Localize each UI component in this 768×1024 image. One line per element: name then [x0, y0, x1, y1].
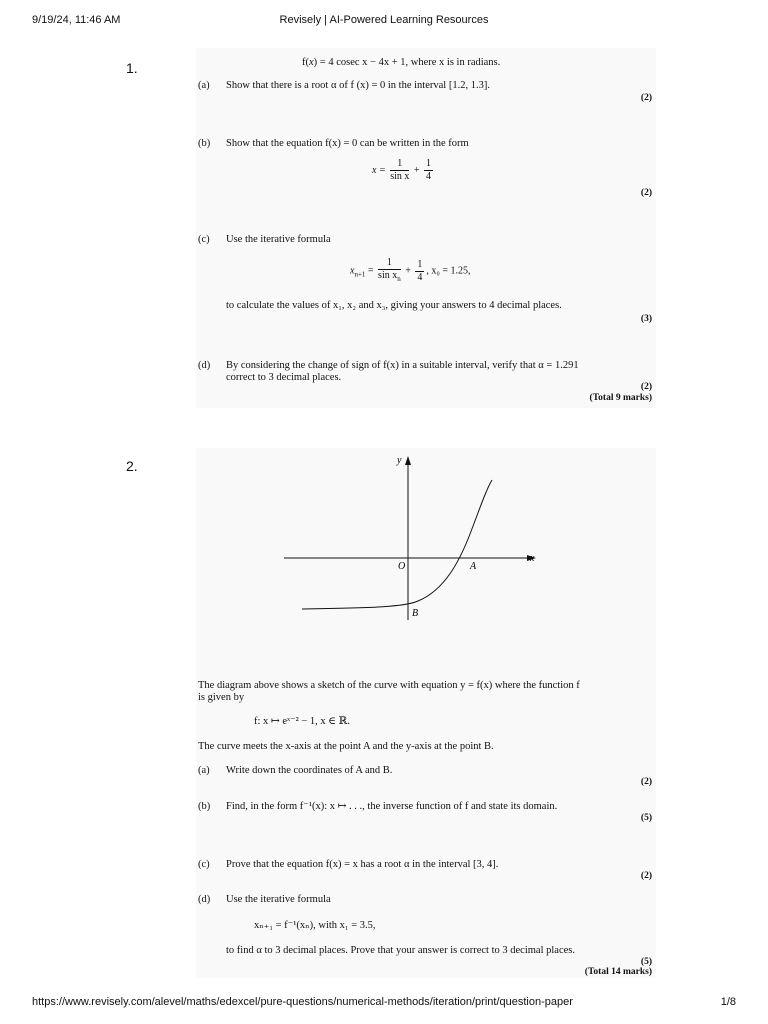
q1a-label: (a)	[198, 80, 210, 91]
y-axis-arrow	[405, 456, 411, 465]
q2a-text: Write down the coordinates of A and B.	[226, 765, 393, 776]
q1b-text: Show that the equation f(x) = 0 can be written in the form	[226, 138, 469, 149]
q1c-frac1-den-sub: n	[397, 275, 401, 283]
q2b-label: (b)	[198, 801, 211, 812]
q2a-marks: (2)	[640, 777, 652, 787]
q1c-equation	[350, 257, 471, 285]
q1c-frac1-num: 1	[378, 257, 401, 270]
point-a-label: A	[470, 561, 477, 572]
y-axis-label: y	[397, 455, 402, 466]
curve	[302, 480, 492, 609]
q1c-text: Use the iterative formula	[226, 234, 331, 245]
q2-desc-line2: is given by	[198, 692, 245, 703]
q1-intro-rest: ) = 4 cosec x − 4x + 1, where x is in radians.	[313, 57, 501, 68]
q2a-label: (a)	[198, 765, 210, 776]
q2d-text: Use the iterative formula	[226, 894, 331, 905]
q1c-marks: (3)	[640, 314, 652, 324]
q1b-frac2-num: 1	[426, 158, 431, 169]
q2c-marks: (2)	[640, 871, 652, 881]
q1c-eq-lhs: x	[350, 265, 355, 277]
point-b-label: B	[412, 608, 419, 619]
q1b-frac1-den: sin x	[390, 171, 410, 182]
q2-total: (Total 14 marks)	[584, 967, 652, 977]
q1b-marks: (2)	[640, 188, 652, 198]
x-axis-label: x	[530, 553, 535, 564]
q1b-label: (b)	[198, 138, 211, 149]
q1c-plus: +	[405, 265, 411, 277]
q1b-plus: +	[413, 164, 420, 176]
q2-meets-text: The curve meets the x-axis at the point A and the y-axis at the point B.	[198, 741, 494, 752]
q2c-text: Prove that the equation f(x) = x has a root α in the interval [3, 4].	[226, 859, 499, 870]
q2-function-definition: f: x ↦ eˣ⁻² − 1, x ∈ ℝ.	[254, 716, 351, 727]
q1c-x0: , x₀ = 1.25,	[426, 265, 471, 277]
q1d-marks: (2)	[640, 382, 652, 392]
q1d-line2: correct to 3 decimal places.	[226, 372, 342, 383]
q1d-line1: By considering the change of sign of f(x) in a suitable interval, verify that α = 1.291	[226, 360, 579, 371]
q1b-equation	[372, 158, 435, 183]
q1a-marks: (2)	[640, 93, 652, 103]
q1b-frac1-num: 1	[390, 158, 409, 171]
q2d-after: to find α to 3 decimal places. Prove that your answer is correct to 3 decimal places.	[226, 945, 575, 956]
q1-total: (Total 9 marks)	[589, 393, 652, 403]
q1-intro-fn: f(	[302, 57, 309, 68]
q2-desc-line1: The diagram above shows a sketch of the curve with equation y = f(x) where the function f	[198, 680, 580, 691]
question-number-1: 1.	[126, 60, 138, 76]
q1c-frac1-den: sin x	[378, 270, 398, 281]
q1d-label: (d)	[198, 360, 211, 371]
page-number: 1/8	[720, 996, 736, 1008]
q1c-frac2-den: 4	[417, 271, 423, 283]
q2d-formula: xₙ₊₁ = f⁻¹(xₙ), with x₁ = 3.5,	[254, 920, 376, 931]
q2d-marks: (5)	[640, 957, 652, 967]
q1c-label: (c)	[198, 234, 210, 245]
q1-intro: f(x) = 4 cosec x − 4x + 1, where x is in radians.	[302, 57, 501, 68]
curve-sketch	[270, 448, 550, 630]
q1c-eq-lhs-sub: n+1	[354, 270, 366, 279]
q2c-label: (c)	[198, 859, 210, 870]
q1c-equals: =	[367, 265, 374, 277]
q2b-marks: (5)	[640, 813, 652, 823]
page-title: Revisely | AI-Powered Learning Resources	[279, 14, 489, 26]
q1c-frac2-num: 1	[417, 258, 423, 270]
q1b-eq-lhs: x =	[372, 164, 386, 176]
page-url: https://www.revisely.com/alevel/maths/edexcel/pure-questions/numerical-methods/iteration/print/question-paper	[32, 996, 573, 1008]
origin-label: O	[398, 561, 406, 572]
q1b-frac2-den: 4	[426, 171, 431, 182]
question-number-2: 2.	[126, 458, 138, 474]
q2b-text: Find, in the form f⁻¹(x): x ↦ . . ., the inverse function of f and state its domain.	[226, 801, 558, 812]
q1a-text: Show that there is a root α of f (x) = 0 in the interval [1.2, 1.3].	[226, 80, 490, 91]
print-datetime: 9/19/24, 11:46 AM	[32, 14, 121, 26]
q1c-after: to calculate the values of x₁, x₂ and x₃, giving your answers to 4 decimal places.	[226, 300, 562, 311]
q2d-label: (d)	[198, 894, 211, 905]
question-1-panel	[196, 48, 656, 408]
